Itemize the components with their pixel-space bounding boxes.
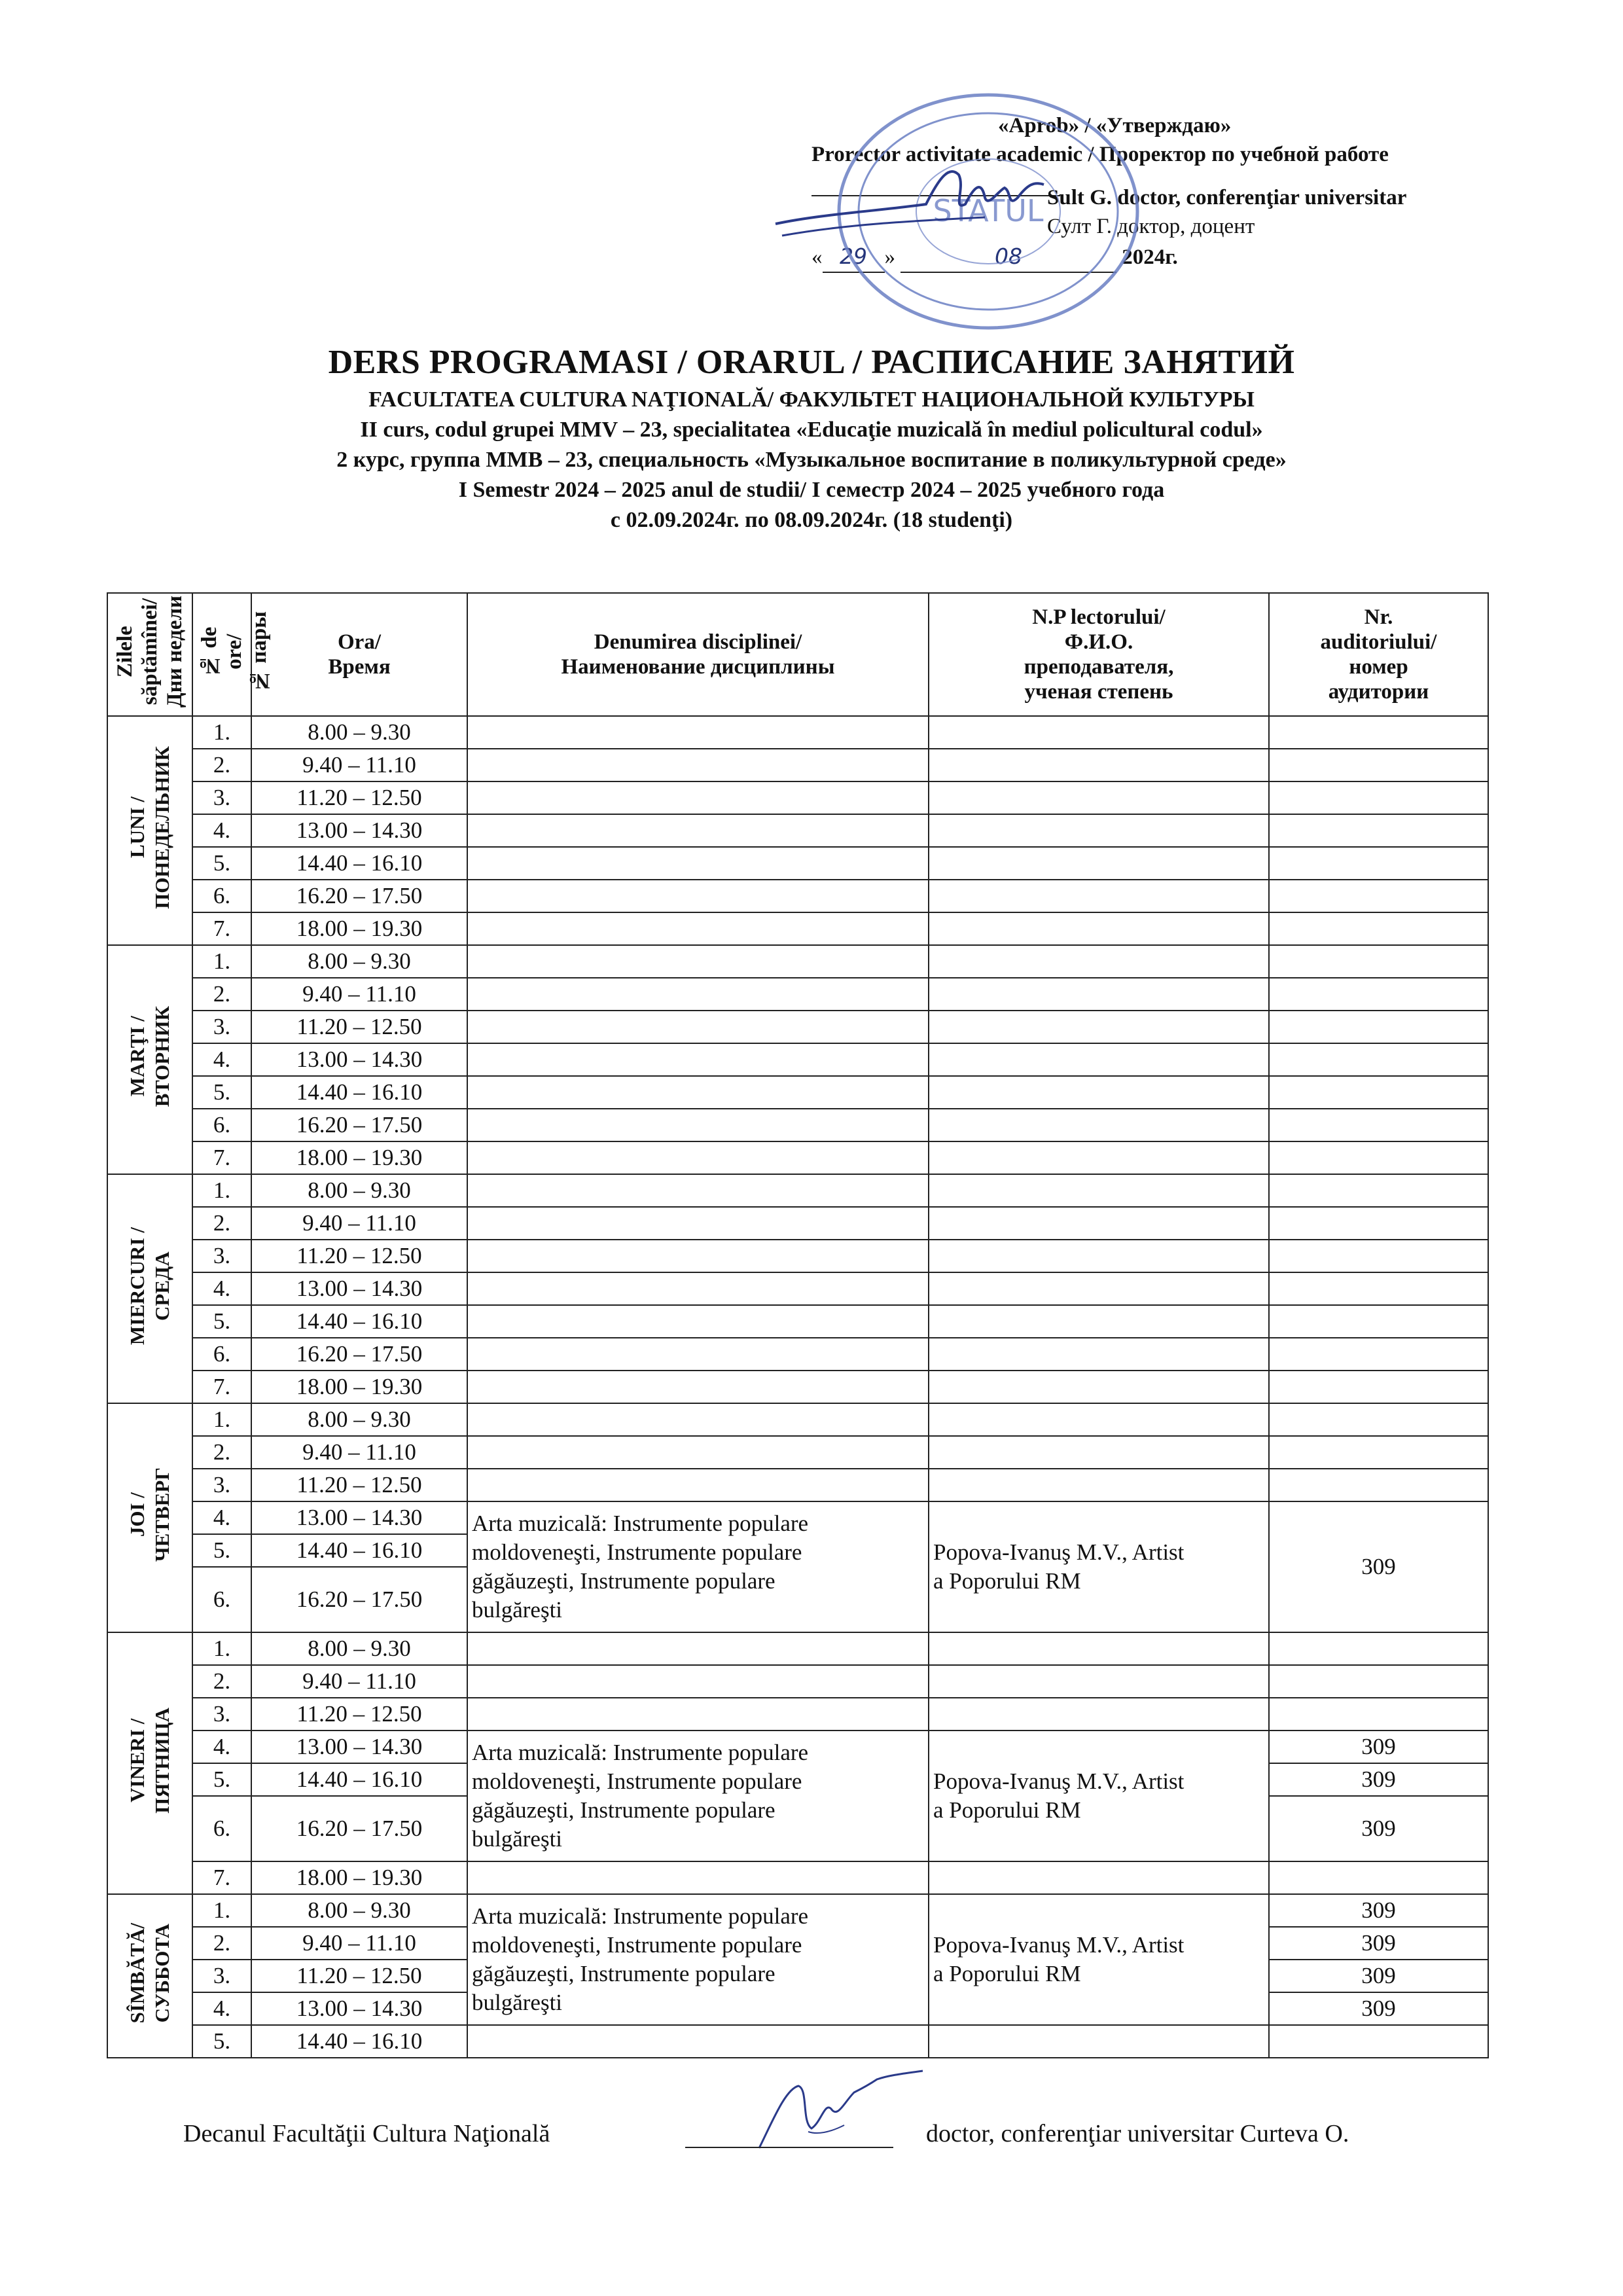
document-title: DERS PROGRAMASI / ORARUL / РАСПИСАНИЕ ЗАНЯТИЙ xyxy=(328,344,1295,381)
day-friday: VINERI / ПЯТНИЦА xyxy=(107,1632,192,1894)
table-row xyxy=(107,1665,1488,1698)
table-row xyxy=(107,1240,1488,1272)
slot-time: 16.20 – 17.50 xyxy=(251,1109,467,1141)
table-row xyxy=(107,1338,1488,1371)
slot-time: 13.00 – 14.30 xyxy=(251,1501,467,1534)
slot-time: 9.40 – 11.10 xyxy=(251,978,467,1011)
slot-time: 14.40 – 16.10 xyxy=(251,1305,467,1338)
table-row xyxy=(107,880,1488,912)
slot-number: 4. xyxy=(192,1501,251,1534)
slot-time: 16.20 – 17.50 xyxy=(251,880,467,912)
period-line: с 02.09.2024г. по 08.09.2024г. (18 studenţi) xyxy=(610,508,1013,532)
table-row xyxy=(107,2025,1488,2058)
approval-date-year: 2024г. xyxy=(1122,245,1178,269)
table-row xyxy=(107,1371,1488,1403)
slot-number: 3. xyxy=(192,1698,251,1731)
slot-time: 11.20 – 12.50 xyxy=(251,1240,467,1272)
slot-time: 13.00 – 14.30 xyxy=(251,1043,467,1076)
table-row xyxy=(107,1207,1488,1240)
slot-number: 5. xyxy=(192,847,251,880)
stamp-text: STATUL xyxy=(933,193,1044,228)
slot-time: 9.40 – 11.10 xyxy=(251,1665,467,1698)
lesson-room: 309 xyxy=(1269,1927,1488,1960)
slot-time: 9.40 – 11.10 xyxy=(251,1436,467,1469)
table-row xyxy=(107,1501,1488,1534)
slot-number: 4. xyxy=(192,1043,251,1076)
slot-number: 1. xyxy=(192,1894,251,1927)
slot-number: 7. xyxy=(192,1861,251,1894)
slot-time: 9.40 – 11.10 xyxy=(251,749,467,781)
slot-time: 11.20 – 12.50 xyxy=(251,1960,467,1992)
slot-time: 14.40 – 16.10 xyxy=(251,2025,467,2058)
slot-time: 9.40 – 11.10 xyxy=(251,1207,467,1240)
day-thursday: JOI / ЧЕТВЕРГ xyxy=(107,1403,192,1632)
slot-number: 6. xyxy=(192,880,251,912)
slot-time: 13.00 – 14.30 xyxy=(251,1272,467,1305)
schedule-table xyxy=(107,592,1489,2058)
day-monday: LUNI / ПОНЕДЕЛЬНИК xyxy=(107,716,192,945)
slot-number: 4. xyxy=(192,814,251,847)
table-row xyxy=(107,1141,1488,1174)
semester-line: I Semestr 2024 – 2025 anul de studii/ I семестр 2024 – 2025 учебного года xyxy=(458,478,1165,502)
slot-number: 6. xyxy=(192,1338,251,1371)
slot-number: 5. xyxy=(192,1534,251,1567)
approval-date: « 29 » 08 2024г. xyxy=(812,242,1178,273)
table-row xyxy=(107,1632,1488,1665)
table-row xyxy=(107,1861,1488,1894)
slot-time: 9.40 – 11.10 xyxy=(251,1927,467,1960)
approval-date-month: 08 xyxy=(995,243,1022,269)
table-row xyxy=(107,1272,1488,1305)
slot-number: 5. xyxy=(192,2025,251,2058)
slot-number: 7. xyxy=(192,912,251,945)
header-lecturer: N.P lectorului/ Ф.И.О. преподавателя, ученая степень xyxy=(929,593,1269,716)
lesson-room: 309 xyxy=(1269,1992,1488,2025)
table-row xyxy=(107,1698,1488,1731)
table-row xyxy=(107,1403,1488,1436)
approval-name-ro: Sult G. doctor, conferenţiar universitar xyxy=(1047,186,1407,209)
slot-time: 16.20 – 17.50 xyxy=(251,1796,467,1861)
lesson-room: 309 xyxy=(1269,1796,1488,1861)
slot-time: 8.00 – 9.30 xyxy=(251,1894,467,1927)
slot-number: 5. xyxy=(192,1305,251,1338)
slot-time: 8.00 – 9.30 xyxy=(251,1403,467,1436)
slot-number: 3. xyxy=(192,781,251,814)
lesson-room: 309 xyxy=(1269,1894,1488,1927)
header-time: Ora/ Время xyxy=(251,593,467,716)
slot-number: 4. xyxy=(192,1272,251,1305)
slot-time: 18.00 – 19.30 xyxy=(251,1371,467,1403)
day-tuesday: MARŢI / ВТОРНИК xyxy=(107,945,192,1174)
lesson-lecturer: Popova-Ivanuş M.V., Artist a Poporului RM xyxy=(929,1501,1269,1632)
lesson-discipline: Arta muzicală: Instrumente populare moldoveneşti, Instrumente populare găgăuzeşti, Instrumente populare bulgăreşti xyxy=(467,1894,929,2025)
header-discipline: Denumirea disciplinei/ Наименование дисциплины xyxy=(467,593,929,716)
day-saturday: SÎMBĂTĂ/ СУББОТА xyxy=(107,1894,192,2058)
slot-number: 1. xyxy=(192,945,251,978)
table-row xyxy=(107,1305,1488,1338)
lesson-lecturer: Popova-Ivanuş M.V., Artist a Poporului RM xyxy=(929,1894,1269,2025)
slot-time: 8.00 – 9.30 xyxy=(251,716,467,749)
slot-number: 6. xyxy=(192,1796,251,1861)
approval-signature xyxy=(769,152,1057,263)
slot-time: 16.20 – 17.50 xyxy=(251,1338,467,1371)
table-row xyxy=(107,1894,1488,1927)
slot-number: 3. xyxy=(192,1011,251,1043)
slot-time: 16.20 – 17.50 xyxy=(251,1567,467,1632)
table-row xyxy=(107,1109,1488,1141)
table-row xyxy=(107,716,1488,749)
slot-time: 8.00 – 9.30 xyxy=(251,945,467,978)
slot-time: 14.40 – 16.10 xyxy=(251,1763,467,1796)
table-row xyxy=(107,1436,1488,1469)
dean-signature-line xyxy=(685,2147,893,2148)
table-header-row xyxy=(107,593,1488,716)
slot-time: 11.20 – 12.50 xyxy=(251,1469,467,1501)
slot-time: 11.20 – 12.50 xyxy=(251,781,467,814)
slot-number: 2. xyxy=(192,749,251,781)
group-line-ru: 2 курс, группа ММВ – 23, специальность «Музыкальное воспитание в поликультурной среде» xyxy=(336,448,1287,472)
document-title-block xyxy=(0,340,1623,535)
slot-time: 11.20 – 12.50 xyxy=(251,1698,467,1731)
slot-number: 1. xyxy=(192,1403,251,1436)
slot-time: 18.00 – 19.30 xyxy=(251,1861,467,1894)
table-row xyxy=(107,945,1488,978)
slot-number: 1. xyxy=(192,1174,251,1207)
slot-number: 5. xyxy=(192,1076,251,1109)
day-wednesday: MIERCURI / СРЕДА xyxy=(107,1174,192,1403)
approval-name-ru: Султ Г. доктор, доцент xyxy=(1047,215,1255,238)
table-row xyxy=(107,814,1488,847)
header-days: Zilele săptămînei/ Дни недели xyxy=(107,593,192,716)
slot-number: 3. xyxy=(192,1240,251,1272)
slot-time: 18.00 – 19.30 xyxy=(251,1141,467,1174)
slot-number: 5. xyxy=(192,1763,251,1796)
table-row xyxy=(107,1043,1488,1076)
slot-time: 13.00 – 14.30 xyxy=(251,1731,467,1763)
table-row xyxy=(107,749,1488,781)
slot-time: 8.00 – 9.30 xyxy=(251,1632,467,1665)
table-row xyxy=(107,1731,1488,1763)
table-row xyxy=(107,781,1488,814)
lesson-discipline: Arta muzicală: Instrumente populare moldoveneşti, Instrumente populare găgăuzeşti, Instrumente populare bulgăreşti xyxy=(467,1731,929,1861)
table-row xyxy=(107,1011,1488,1043)
slot-time: 8.00 – 9.30 xyxy=(251,1174,467,1207)
slot-number: 7. xyxy=(192,1141,251,1174)
slot-number: 7. xyxy=(192,1371,251,1403)
slot-time: 14.40 – 16.10 xyxy=(251,1076,467,1109)
table-row xyxy=(107,978,1488,1011)
dean-label: Decanul Facultăţii Cultura Naţională xyxy=(183,2120,550,2147)
group-line-ro: II curs, codul grupei MMV – 23, specialitatea «Educaţie muzicală în mediul policultural codul» xyxy=(360,418,1263,442)
lesson-room: 309 xyxy=(1269,1501,1488,1632)
slot-time: 11.20 – 12.50 xyxy=(251,1011,467,1043)
slot-number: 3. xyxy=(192,1960,251,1992)
table-row xyxy=(107,847,1488,880)
lesson-lecturer: Popova-Ivanuş M.V., Artist a Poporului RM xyxy=(929,1731,1269,1861)
lesson-room: 309 xyxy=(1269,1960,1488,1992)
slot-number: 3. xyxy=(192,1469,251,1501)
slot-number: 1. xyxy=(192,716,251,749)
slot-number: 6. xyxy=(192,1109,251,1141)
table-row xyxy=(107,1469,1488,1501)
table-row xyxy=(107,912,1488,945)
slot-time: 13.00 – 14.30 xyxy=(251,1992,467,2025)
slot-number: 2. xyxy=(192,1927,251,1960)
approval-position: Prorector activitate academic / Проректор по учебной работе xyxy=(812,143,1389,166)
table-row xyxy=(107,1076,1488,1109)
slot-time: 18.00 – 19.30 xyxy=(251,912,467,945)
lesson-room: 309 xyxy=(1269,1763,1488,1796)
lesson-discipline: Arta muzicală: Instrumente populare moldoveneşti, Instrumente populare găgăuzeşti, Instrumente populare bulgăreşti xyxy=(467,1501,929,1632)
lesson-room: 309 xyxy=(1269,1731,1488,1763)
dean-name: doctor, conferenţiar universitar Curteva O. xyxy=(926,2120,1349,2147)
slot-number: 6. xyxy=(192,1567,251,1632)
slot-time: 13.00 – 14.30 xyxy=(251,814,467,847)
approval-title: «Aprob» / «Утверждаю» xyxy=(998,114,1232,137)
header-lesson-number: № de ore/ № пары xyxy=(192,593,251,716)
table-row xyxy=(107,1174,1488,1207)
slot-number: 1. xyxy=(192,1632,251,1665)
approval-date-day: 29 xyxy=(840,243,867,269)
slot-number: 4. xyxy=(192,1992,251,2025)
slot-number: 2. xyxy=(192,1207,251,1240)
slot-number: 4. xyxy=(192,1731,251,1763)
faculty-line: FACULTATEA CULTURA NAŢIONALĂ/ ФАКУЛЬТЕТ НАЦИОНАЛЬНОЙ КУЛЬТУРЫ xyxy=(368,387,1255,412)
slot-number: 2. xyxy=(192,1436,251,1469)
slot-number: 2. xyxy=(192,1665,251,1698)
header-room: Nr. auditoriului/ номер аудитории xyxy=(1269,593,1488,716)
slot-time: 14.40 – 16.10 xyxy=(251,847,467,880)
slot-time: 14.40 – 16.10 xyxy=(251,1534,467,1567)
slot-number: 2. xyxy=(192,978,251,1011)
